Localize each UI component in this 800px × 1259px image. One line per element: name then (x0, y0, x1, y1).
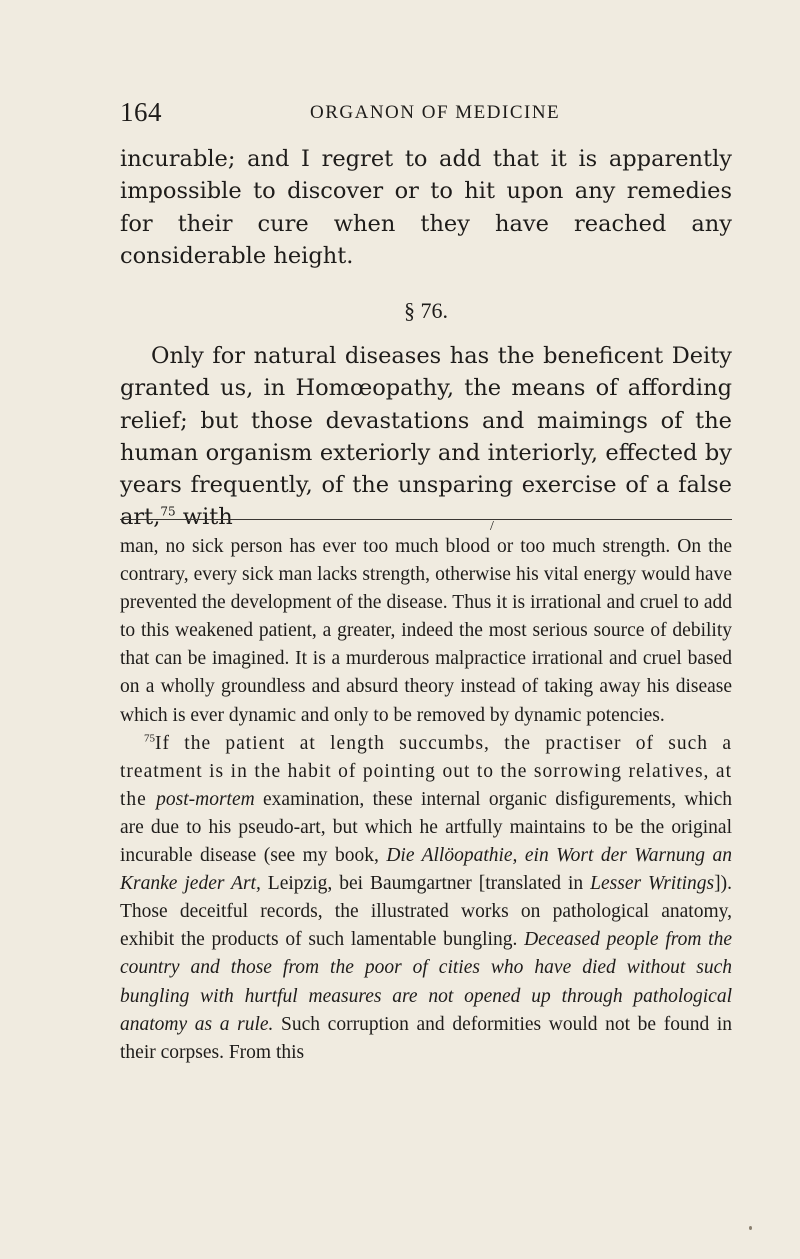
book-title-lesser-writings: Lesser Writings (590, 873, 715, 895)
italic-post-mortem: post-mortem (156, 788, 255, 810)
footnote-text: Such corruption and deformities would not be found in their corpses. From this (120, 1013, 732, 1063)
book-title: Die Allöopathie, ein Wort der Warnung an Kranke jeder Art, (120, 845, 733, 895)
footnote-continuation (120, 519, 732, 730)
footnote-reference: 75 (160, 504, 176, 519)
emphasized-passage: Deceased people from the country and those from the poor of cities who have died without such bungling with hurtful measures are not opened up through pathological anatomy as a rule. (120, 929, 732, 1035)
paragraph-section-76 (120, 340, 732, 534)
running-title: ORGANON OF MEDICINE (310, 102, 561, 123)
footnotes (120, 519, 733, 1067)
footnote-text: ]). Those deceitful records, the illustrated works on pathological anatomy, exhibit the products of such lamentable bungling. (120, 873, 732, 951)
page-header (120, 97, 732, 127)
footnote-divider (120, 519, 732, 520)
footnote-marker: 75 (144, 732, 155, 745)
paragraph-continuation: incurable; and I regret to add that it is apparently impossible to discover or to hit upon any remedies for their cure when they have reached any considerable height. (120, 146, 732, 269)
footnote-text: If the patient at length succumbs, the practiser of such a treatment is in the habit of pointing out to the sorrowing relatives, at the (120, 732, 732, 810)
section-heading: § 76. (404, 298, 448, 323)
footnote-75 (120, 730, 732, 1067)
handwritten-mark: / (490, 519, 494, 534)
footnote-continuation-text: man, no sick person has ever too much blood or too much strength. On the contrary, every sick man lacks strength, otherwise his vital energy would have prevented the development of the disease. Thus it is irrational and cruel to add to this weakened patient, a greater, indeed the most serious source of debility that can be imagined. It is a murderous malpractice irrational and cruel based on a wholly groundless and absurd theory instead of taking away his disease which is ever dynamic and only to be removed by dynamic potencies. (120, 536, 732, 726)
paper-speck (749, 1226, 752, 1230)
paragraph-tail: with (175, 504, 233, 531)
page-number: 164 (120, 97, 162, 127)
footnote-text: examination, these internal organic disfigurements, which are due to his pseudo-art, but which he artfully maintains to be the original incurable disease (see my book, (120, 788, 732, 867)
footnote-text: Leipzig, bei Baumgartner [translated in (260, 873, 591, 895)
paragraph-text: Only for natural diseases has the beneficent Deity granted us, in Homœopathy, the means of affording relief; but those devastations and maimings of the human organism exteriorly and interiorly, effected by years frequently, of the unsparing exercise of a false art, (120, 343, 732, 531)
